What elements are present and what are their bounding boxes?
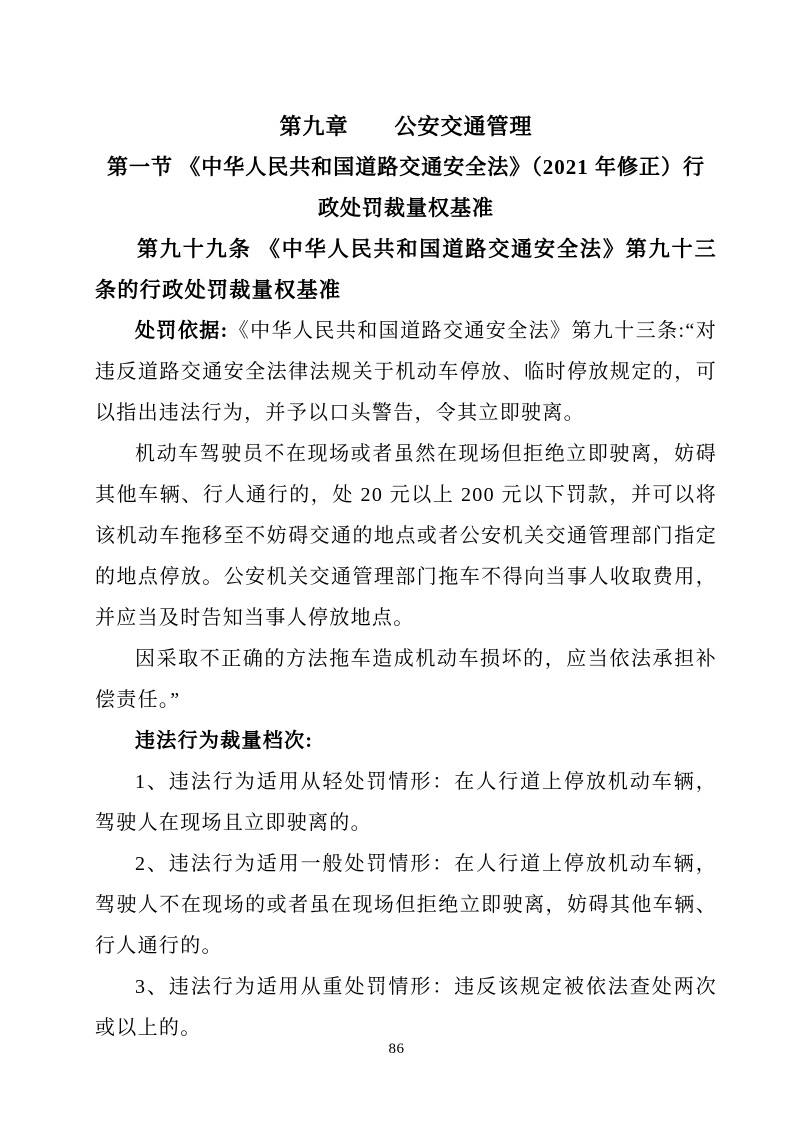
page-number: 86 [388, 1041, 405, 1057]
article-heading: 第九十九条 《中华人民共和国道路交通安全法》第九十三条的行政处罚裁量权基准 [95, 237, 717, 302]
penalty-basis-label: 处罚依据: [135, 320, 229, 342]
tier-3-paragraph: 3、违法行为适用从重处罚情形：违反该规定被依法查处两次或以上的。 [95, 976, 717, 1039]
tier-1-paragraph: 1、违法行为适用从轻处罚情形：在人行道上停放机动车辆，驾驶人在现场且立即驶离的。 [95, 771, 717, 834]
document-content [95, 106, 717, 1049]
chapter-title: 第九章 公安交通管理 [279, 114, 533, 139]
penalty-basis-paragraph [95, 311, 717, 434]
penalty-basis-text: 《中华人民共和国道路交通安全法》第九十三条:“对违反道路交通安全法律法规关于机动车停放、临时停放规定的，可以指出违法行为，并予以口头警告，令其立即驶离。 [95, 320, 717, 424]
paragraph-compensation: 因采取不正确的方法拖车造成机动车损坏的，应当依法承担补偿责任。” [95, 648, 717, 711]
tier-2-paragraph: 2、违法行为适用一般处罚情形：在人行道上停放机动车辆，驾驶人不在现场的或者虽在现场但拒绝立即驶离，妨碍其他车辆、行人通行的。 [95, 853, 717, 957]
section-title: 第一节 《中华人民共和国道路交通安全法》（2021 年修正）行政处罚裁量权基准 [107, 155, 705, 220]
paragraph-driver-absent: 机动车驾驶员不在现场或者虽然在现场但拒绝立即驶离，妨碍其他车辆、行人通行的，处 20 元以上 200 元以下罚款，并可以将该机动车拖移至不妨碍交通的地点或者公安机关交通管理部门指定的地点停放。公安机关交通管理部门拖车不得向当事人收取费用，并应当及时告知当事人停放地点。 [95, 443, 717, 629]
tiers-heading: 违法行为裁量档次: [135, 730, 314, 752]
